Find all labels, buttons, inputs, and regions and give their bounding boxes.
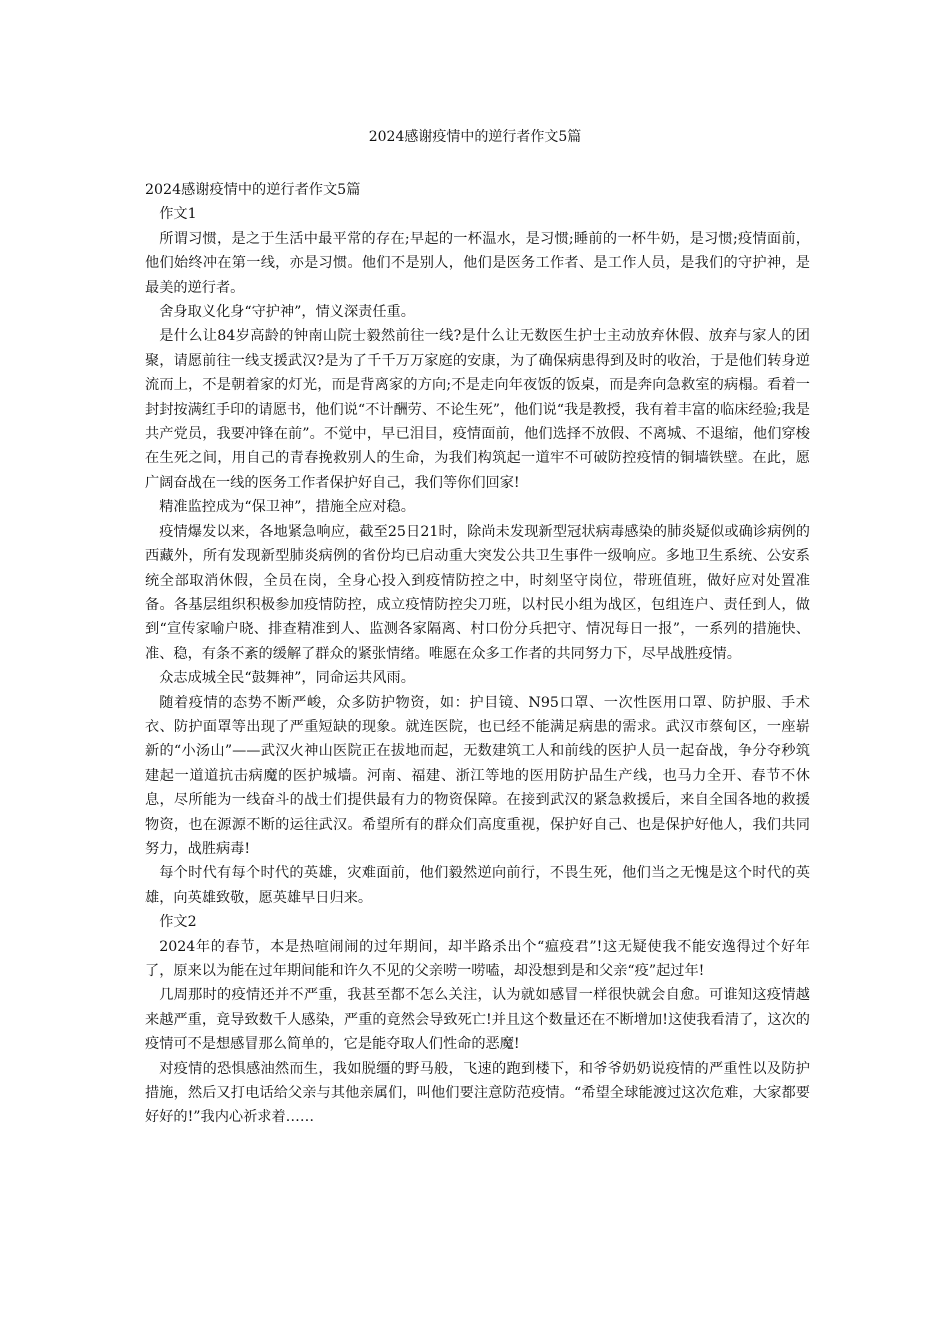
page-title: 2024感谢疫情中的逆行者作文5篇	[368, 129, 582, 145]
paragraph: 2024年的春节，本是热喧闹闹的过年期间，却半路杀出个“瘟疫君”!这无疑使我不能安逸得过个好年了，原来以为能在过年期间能和许久不见的父亲唠一唠嗑，却没想到是和父亲“疫”起过年!	[145, 938, 810, 979]
paragraph: 对疫情的恐惧感油然而生，我如脱缰的野马般，飞速的跑到楼下，和爷爷奶奶说疫情的严重性以及防护措施，然后又打电话给父亲与其他亲属们，叫他们要注意防范疫情。“希望全球能渡过这次危难，大家都要好好的!”我内心祈求着……	[145, 1060, 810, 1126]
paragraph: 几周那时的疫情还并不严重，我甚至都不怎么关注，认为就如感冒一样很快就会自愈。可谁知这疫情越来越严重，竟导致数千人感染，严重的竟然会导致死亡!并且这个数量还在不断增加!这使我看清了，这次的疫情可不是想感冒那么简单的，它是能夺取人们性命的恶魔!	[145, 987, 810, 1053]
paragraph: 作文2	[159, 914, 197, 931]
paragraph: 精准监控成为“保卫神”，措施全应对稳。	[159, 499, 415, 516]
paragraph: 疫情爆发以来，各地紧急响应，截至25日21时，除尚未发现新型冠状病毒感染的肺炎疑似或确诊病例的西藏外，所有发现新型肺炎病例的省份均已启动重大突发公共卫生事件一级响应。多地卫生系统、公安系统全部取消休假，全员在岗，全身心投入到疫情防控之中，时刻坚守岗位，带班值班，做好应对处置准备。各基层组织积极参加疫情防控，成立疫情防控尖刀班，以村民小组为战区，包组连户、责任到人，做到“宣传家喻户晓、排查精准到人、监测各家隔离、村口份分兵把守、情况每日一报”，一系列的措施快、准、稳，有条不紊的缓解了群众的紧张情绪。唯愿在众多工作者的共同努力下，尽早战胜疫情。	[145, 523, 810, 662]
paragraph: 舍身取义化身“守护神”，情义深责任重。	[159, 304, 415, 321]
paragraph: 众志成城全民“鼓舞神”，同命运共风雨。	[159, 670, 415, 687]
paragraph: 随着疫情的态势不断严峻，众多防护物资，如：护目镜、N95口罩、一次性医用口罩、防护服、手术衣、防护面罩等出现了严重短缺的现象。就连医院，也已经不能满足病患的需求。武汉市蔡甸区，一座崭新的“小汤山”——武汉火神山医院正在拔地而起，无数建筑工人和前线的医护人员一起奋战，争分夺秒筑建起一道道抗击病魔的医护城墙。河南、福建、浙江等地的医用防护品生产线，也马力全开、春节不休息，尽所能为一线奋斗的战士们提供最有力的物资保障。在接到武汉的紧急救援后，来自全国各地的救援物资，也在源源不断的运往武汉。希望所有的群众们高度重视，保护好自己、也是保护好他人，我们共同努力，战胜病毒!	[145, 694, 810, 857]
paragraph: 作文1	[159, 206, 197, 223]
paragraph: 每个时代有每个时代的英雄，灾难面前，他们毅然逆向前行，不畏生死，他们当之无愧是这个时代的英雄，向英雄致敬，愿英雄早日归来。	[145, 865, 810, 906]
paragraph: 所谓习惯，是之于生活中最平常的存在;早起的一杯温水，是习惯;睡前的一杯牛奶，是习惯;疫情面前，他们始终冲在第一线，亦是习惯。他们不是别人，他们是医务工作者、是工作人员，是我们的守护神，是最美的逆行者。	[145, 230, 810, 296]
paragraph: 2024感谢疫情中的逆行者作文5篇	[145, 182, 361, 198]
document-body	[145, 178, 810, 1130]
paragraph: 是什么让84岁高龄的钟南山院士毅然前往一线?是什么让无数医生护士主动放弃休假、放弃与家人的团聚，请愿前往一线支援武汉?是为了千千万万家庭的安康，为了确保病患得到及时的收治，于是他们转身逆流而上，不是朝着家的灯光，而是背离家的方向;不是走向年夜饭的饭桌，而是奔向急救室的病榻。看着一封封按满红手印的请愿书，他们说“不计酬劳、不论生死”，他们说“我是教授，我有着丰富的临床经验;我是共产党员，我要冲锋在前”。不觉中，早已泪目，疫情面前，他们选择不放假、不离城、不退缩，他们穿梭在生死之间，用自己的青春挽救别人的生命，为我们构筑起一道牢不可破防控疫情的铜墙铁壁。在此，愿广阔奋战在一线的医务工作者保护好自己，我们等你们回家!	[145, 328, 810, 491]
